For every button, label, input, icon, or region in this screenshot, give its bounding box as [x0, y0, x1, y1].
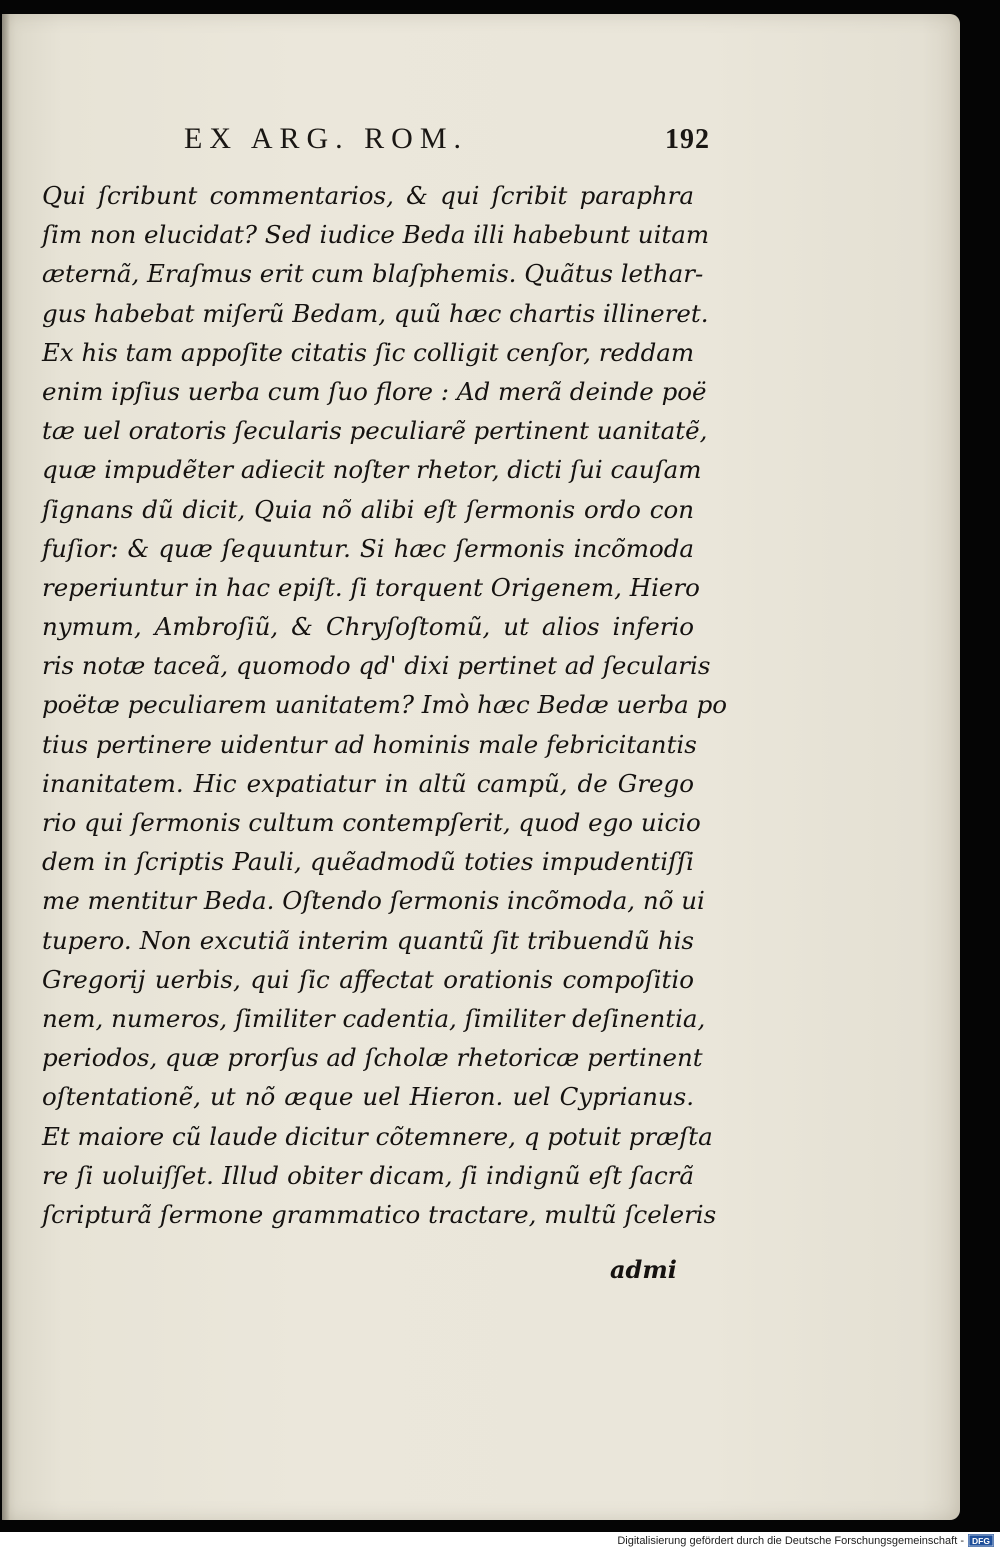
dfg-logo: [968, 1534, 994, 1547]
text-line: reperiuntur in hac epiſt. ſi torquent Origenem, Hiero: [42, 572, 700, 602]
text-line: oſtentationẽ, ut nõ æque uel Hieron. uel Cyprianus.: [42, 1082, 694, 1112]
text-line: tæ uel oratoris ſecularis peculiarẽ pertinent uanitatẽ,: [42, 416, 708, 446]
text-line: quæ impudẽter adiecit noſter rhetor, dicti ſui cauſam: [42, 455, 702, 485]
text-line: nem, numeros, ſimiliter cadentia, ſimiliter deſinentia,: [42, 1003, 706, 1033]
text-line: ſim non elucidat? Sed iudice Beda illi habebunt uitam: [42, 220, 710, 250]
catchword: admi: [610, 1255, 677, 1284]
text-line: Gregorij uerbis, qui ſic affectat orationis compoſitio: [42, 964, 694, 994]
text-block: [42, 176, 728, 1234]
text-line: dem in ſcriptis Pauli, quẽadmodũ toties impudentiſſi: [42, 847, 694, 877]
text-line: ris notæ taceã, quomodo qd' dixi pertinet ad ſecularis: [42, 651, 711, 681]
digitization-credit: Digitalisierung gefördert durch die Deutsche Forschungsgemeinschaft -: [617, 1535, 964, 1547]
book-page: [2, 14, 960, 1520]
text-line: enim ipſius uerba cum ſuo flore : Ad merã deinde poë: [42, 376, 707, 406]
text-line: ſignans dũ dicit, Quia nõ alibi eſt ſermonis ordo con: [42, 494, 694, 524]
text-line: poëtæ peculiarem uanitatem? Imò hæc Bedæ uerba po: [42, 690, 728, 720]
svg-text:DFG: DFG: [972, 1536, 990, 1546]
text-line: re ſi uoluiſſet. Illud obiter dicam, ſi indignũ eſt ſacrã: [42, 1160, 694, 1190]
text-line: ſcripturã ſermone grammatico tractare, multũ ſceleris: [42, 1199, 717, 1229]
text-line: periodos, quæ prorſus ad ſcholæ rhetoricæ pertinent: [42, 1043, 703, 1073]
text-line: rio qui ſermonis cultum contempſerit, quod ego uicio: [42, 808, 701, 837]
text-line: nymum, Ambroſiũ, & Chryſoſtomũ, ut alios inferio: [42, 612, 694, 642]
text-line: tupero. Non excutiã interim quantũ ſit tribuendũ his: [42, 925, 694, 955]
text-line: Qui ſcribunt commentarios, & qui ſcribit paraphra: [42, 181, 694, 210]
running-head-title: EX ARG. ROM.: [184, 122, 469, 155]
page-number: 192: [665, 124, 710, 155]
text-line: fuſior: & quæ ſequuntur. Si hæc ſermonis incõmoda: [42, 533, 694, 563]
text-line: æternã, Eraſmus erit cum blaſphemis. Quãtus lethar-: [42, 259, 704, 289]
text-line: tius pertinere uidentur ad hominis male febricitantis: [42, 729, 697, 759]
text-line: Ex his tam appoſite citatis ſic colligit cenſor, reddam: [42, 337, 695, 367]
text-line: gus habebat miſerũ Bedam, quũ hæc chartis illineret.: [42, 298, 709, 328]
text-line: me mentitur Beda. Oſtendo ſermonis incõmoda, nõ ui: [42, 886, 705, 916]
text-line: inanitatem. Hic expatiatur in altũ campũ, de Grego: [42, 768, 694, 798]
text-line: Et maiore cũ laude dicitur cõtemnere, q potuit præſta: [42, 1121, 713, 1151]
running-head: [184, 122, 724, 162]
